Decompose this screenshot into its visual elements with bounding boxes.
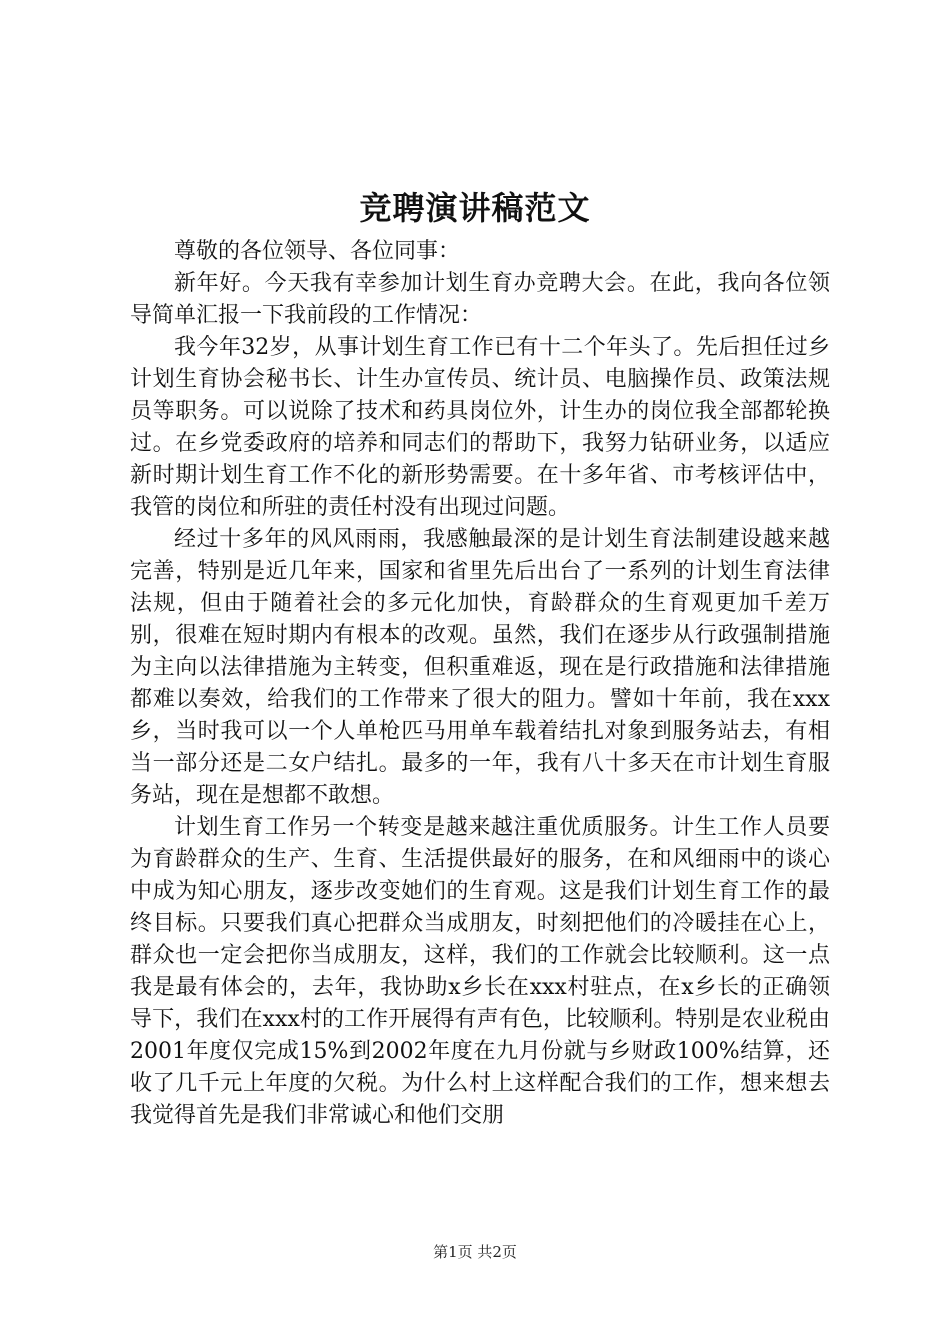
document-body <box>130 236 830 1132</box>
legal-change-paragraph: 经过十多年的风风雨雨，我感触最深的是计划生育法制建设越来越完善，特别是近几年来，国家和省里先后出台了一系列的计划生育法律法规，但由于随着社会的多元化加快，育龄群众的生育观更加千差万别，很难在短时期内有根本的改观。虽然，我们在逐步从行政强制措施为主向以法律措施为主转变，但积重难返，现在是行政措施和法律措施都难以奏效，给我们的工作带来了很大的阻力。譬如十年前，我在xxx乡，当时我可以一个人单枪匹马用单车载着结扎对象到服务站去，有相当一部分还是二女户结扎。最多的一年，我有八十多天在市计划生育服务站，现在是想都不敢想。 <box>130 527 830 808</box>
greeting-paragraph: 新年好。今天我有幸参加计划生育办竞聘大会。在此，我向各位领导简单汇报一下我前段的工作情况： <box>130 271 830 328</box>
document-title: 竞聘演讲稿范文 <box>359 189 591 227</box>
page-footer: 第1页 共2页 <box>433 1243 517 1261</box>
salutation-paragraph: 尊敬的各位领导、各位同事： <box>174 239 461 264</box>
experience-paragraph: 我今年32岁，从事计划生育工作已有十二个年头了。先后担任过乡计划生育协会秘书长、计生办宣传员、统计员、电脑操作员、政策法规员等职务。可以说除了技术和药具岗位外，计生办的岗位我全部都轮换过。在乡党委政府的培养和同志们的帮助下，我努力钻研业务，以适应新时期计划生育工作不化的新形势需要。在十多年省、市考核评估中，我管的岗位和所驻的责任村没有出现过问题。 <box>130 335 830 520</box>
service-paragraph: 计划生育工作另一个转变是越来越注重优质服务。计生工作人员要为育龄群众的生产、生育、生活提供最好的服务，在和风细雨中的谈心中成为知心朋友，逐步改变她们的生育观。这是我们计划生育工作的最终目标。只要我们真心把群众当成朋友，时刻把他们的冷暖挂在心上，群众也一定会把你当成朋友，这样，我们的工作就会比较顺利。这一点我是最有体会的，去年，我协助x乡长在xxx村驻点，在x乡长的正确领导下，我们在xxx村的工作开展得有声有色，比较顺利。特别是农业税由2001年度仅完成15%到2002年度在九月份就与乡财政100%结算，还收了几千元上年度的欠税。为什么村上这样配合我们的工作，想来想去我觉得首先是我们非常诚心和他们交朋 <box>130 815 830 1128</box>
